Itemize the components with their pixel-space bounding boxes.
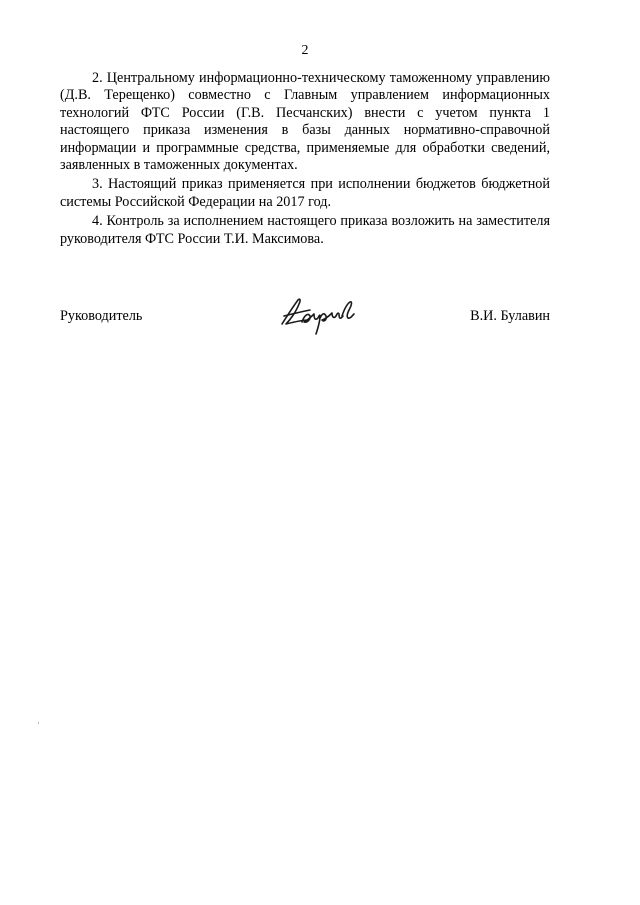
paragraph-3 xyxy=(60,176,550,211)
paragraph-4 xyxy=(60,213,550,248)
text-line: настоящего приказа изменения в базы данных нормативно-справочной xyxy=(60,122,550,139)
handwritten-signature xyxy=(276,294,358,340)
page-number: 2 xyxy=(301,43,309,58)
signature-block xyxy=(60,304,550,344)
text-line: 4. Контроль за исполнением настоящего приказа возложить на заместителя xyxy=(92,213,550,230)
text-line: руководителя ФТС России Т.И. Максимова. xyxy=(60,230,324,247)
text-line: заявленных в таможенных документах. xyxy=(60,157,298,174)
text-line: 3. Настоящий приказ применяется при исполнении бюджетов бюджетной xyxy=(92,176,550,193)
paragraph-2 xyxy=(60,70,550,174)
text-line: информации и программные средства, применяемые для обработки сведений, xyxy=(60,139,550,156)
text-line: технологий ФТС России (Г.В. Песчанских) внести с учетом пункта 1 xyxy=(60,104,550,121)
text-line: системы Российской Федерации на 2017 год. xyxy=(60,193,332,210)
text-line: (Д.В. Терещенко) совместно с Главным управлением информационных xyxy=(60,87,550,104)
document-body xyxy=(60,70,550,248)
signatory-name: В.И. Булавин xyxy=(470,308,550,324)
signatory-title: Руководитель xyxy=(60,308,143,324)
scan-speck xyxy=(38,722,39,724)
text-line: 2. Центральному информационно-техническому таможенному управлению xyxy=(92,70,550,86)
